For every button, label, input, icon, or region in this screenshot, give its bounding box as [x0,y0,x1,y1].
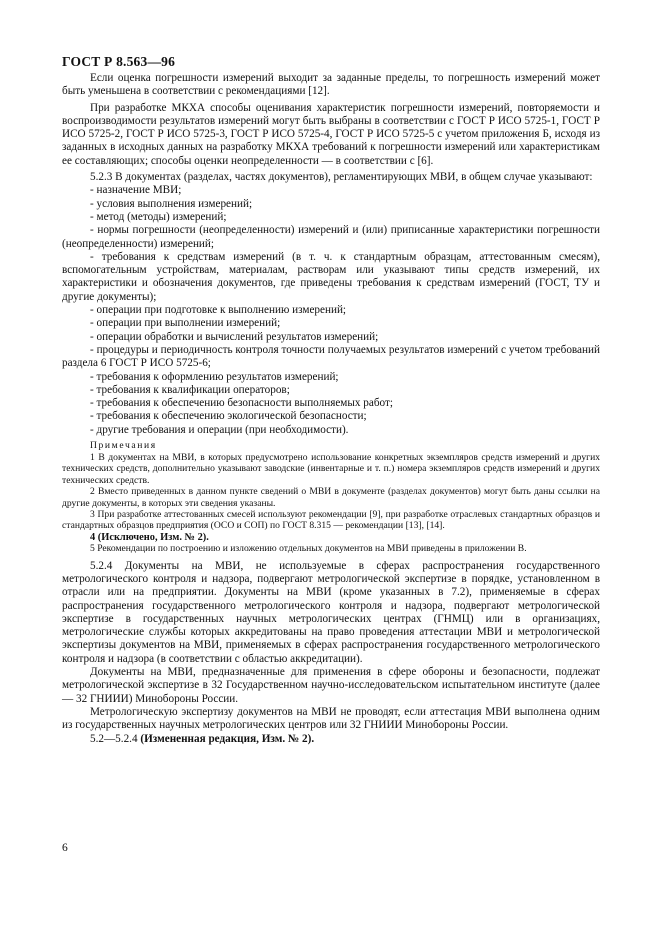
paragraph: 5.2.4 Документы на МВИ, не используемые в сферах распространения государственного метрологического контроля и надзора, подвергают метрологической экспертизе в порядке, установленном в отрасли или на предприятии. Документы на МВИ (кроме указанных в 7.2), применяемые в сферах распространения государственного метрологического контроля и надзора, подвергают метрологической экспертизе в государственных научных метрологических центрах (ГНМЦ) или в организациях, метрологические службы которых аккредитованы на право проведения аттестации МВИ и метрологической экспертизы документов на МВИ, применяемых в сферах распространения государственного метрологического контроля и надзора (в соответствии с областью аккредитации). [62,559,600,665]
paragraph: Метрологическую экспертизу документов на МВИ не проводят, если аттестация МВИ выполнена одним из государственных научных метрологических центров или 32 ГНИИИ Минобороны России. [62,705,600,732]
paragraph: При разработке МКХА способы оценивания характеристик погрешности измерений, повторяемости и воспроизводимости результатов измерений могут быть выбраны в соответствии с ГОСТ Р ИСО 5725-1, ГОСТ Р ИСО 5725-2, ГОСТ Р ИСО 5725-3, ГОСТ Р ИСО 5725-4, ГОСТ Р ИСО 5725-5 с учетом приложения Б, исходя из заданных в исходных данных на разработку МКХА требований к погрешности измерений или характеристикам ее составляющих; способы оценки неопределенности — в соответствии с [6]. [62,101,600,167]
list-item: - требования к квалификации операторов; [90,383,290,396]
list-item: - требования к обеспечению экологической безопасности; [90,410,367,423]
list-item: - требования к средствам измерений (в т. ч. к стандартным образцам, аттестованным смесям), вспомогательным устройствам, материалам, растворам или указывают типы средств измерений, их характеристики и обозначения документов, где приведены требования к средствам измерений (ГОСТ, ТУ и другие документы); [62,250,600,303]
list-item: - требования к оформлению результатов измерений; [90,370,339,383]
list-item: - операции обработки и вычислений результатов измерений; [90,330,379,343]
paragraph: 5.2.3 В документах (разделах, частях документов), регламентирующих МВИ, в общем случае указывают: [90,171,593,184]
document-body [62,72,600,746]
list-item: - операции при подготовке к выполнению измерений; [90,304,347,317]
amendment-note [62,733,600,746]
paragraph: Документы на МВИ, предназначенные для применения в сфере обороны и безопасности, подлежат метрологической экспертизе в 32 Государственном научно-исследовательском испытательном институте (далее — 32 ГНИИИ) Минобороны России. [62,666,600,705]
list-item: - назначение МВИ; [90,184,182,197]
document-header: ГОСТ Р 8.563—96 [62,54,176,69]
list-item: - условия выполнения измерений; [90,197,253,210]
amendment-clause: 5.2—5.2.4 [90,732,141,745]
note-item: 3 При разработке аттестованных смесей используют рекомендации [9], при разработке отраслевых стандартных образцов и стандартных образцов предприятия (ОСО и СОП) по ГОСТ 8.315 — рекомендации [13], [14]. [62,509,600,532]
list-item: - процедуры и периодичность контроля точности получаемых результатов измерений с учетом требований раздела 6 ГОСТ Р ИСО 5725-6; [62,343,600,370]
note-item: 5 Рекомендации по построению и изложению отдельных документов на МВИ приведены в приложении В. [90,543,527,555]
list-item: - требования к обеспечению безопасности выполняемых работ; [90,397,393,410]
list-item: - операции при выполнении измерений; [90,317,281,330]
note-item: 1 В документах на МВИ, в которых предусмотрено использование конкретных экземпляров средств измерений и других технических средств, дополнительно указывают заводские (инвентарные и т. п.) номера экземпляров средств измерений и других технических средств. [62,452,600,486]
list-item: - другие требования и операции (при необходимости). [90,423,349,436]
notes-title: Примечания [90,440,157,452]
notes-block [62,440,600,555]
paragraph: Если оценка погрешности измерений выходит за заданные пределы, то погрешность измерений может быть уменьшена в соответствии с рекомендациями [12]. [62,72,600,98]
amendment-label: (Измененная редакция, Изм. № 2). [140,732,315,745]
list-item: - метод (методы) измерений; [90,210,227,223]
note-item: 4 (Исключено, Изм. № 2). [90,531,209,543]
page-number: 6 [62,842,68,854]
note-item: 2 Вместо приведенных в данном пункте сведений о МВИ в документе (разделах документов) могут быть даны ссылки на другие документы, в которых эти сведения указаны. [62,486,600,509]
requirements-list [62,184,600,437]
list-item: - нормы погрешности (неопределенности) измерений и (или) приписанные характеристики погрешности (неопределенности) измерений; [62,224,600,250]
